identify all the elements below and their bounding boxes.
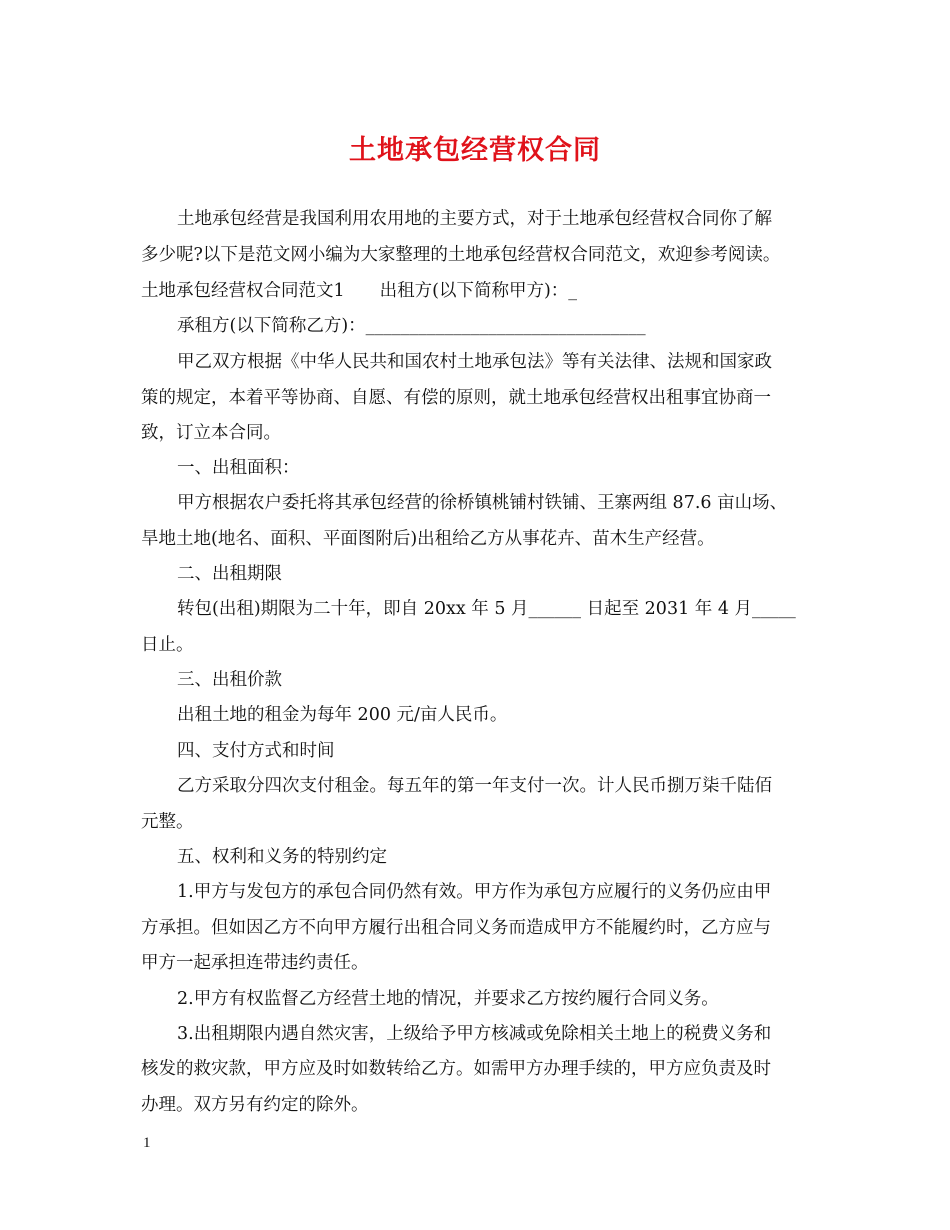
paragraph-line: 甲方根据农户委托将其承包经营的徐桥镇桃铺村铁铺、王寨两组 87.6 亩山场、 <box>177 493 788 513</box>
paragraph-line: 土地承包经营权合同范文1 出租方(以下简称甲方)：_ <box>141 281 578 301</box>
paragraph-line: 承租方(以下简称乙方)：________________________________ <box>177 316 646 336</box>
paragraph-line: 甲乙双方根据《中华人民共和国农村土地承包法》等有关法律、法规和国家政 <box>177 352 772 372</box>
section-heading: 一、出租面积： <box>177 458 300 478</box>
paragraph-line: 出租土地的租金为每年 200 元/亩人民币。 <box>177 705 508 725</box>
paragraph-line: 2.甲方有权监督乙方经营土地的情况，并要求乙方按约履行合同义务。 <box>177 989 719 1009</box>
paragraph-line: 方承担。但如因乙方不向甲方履行出租合同义务而造成甲方不能履约时，乙方应与 <box>141 918 771 938</box>
page-number: 1 <box>143 1135 151 1151</box>
paragraph-line: 3.出租期限内遇自然灾害，上级给予甲方核减或免除相关土地上的税费义务和 <box>177 1024 772 1044</box>
paragraph-line: 日止。 <box>141 635 194 655</box>
paragraph-line: 旱地土地(地名、面积、平面图附后)出租给乙方从事花卉、苗木生产经营。 <box>141 529 715 549</box>
section-heading: 四、支付方式和时间 <box>177 741 335 761</box>
paragraph-line: 甲方一起承担连带违约责任。 <box>141 953 369 973</box>
paragraph-line: 乙方采取分四次支付租金。每五年的第一年支付一次。计人民币捌万柒千陆佰 <box>177 776 772 796</box>
paragraph-line: 1.甲方与发包方的承包合同仍然有效。甲方作为承包方应履行的义务仍应由甲 <box>177 882 772 902</box>
paragraph-line: 元整。 <box>141 812 194 832</box>
paragraph-line: 转包(出租)期限为二十年，即自 20xx 年 5 月______ 日起至 2031 年 4 月_____ <box>177 599 796 619</box>
paragraph-line: 策的规定，本着平等协商、自愿、有偿的原则，就土地承包经营权出租事宜协商一 <box>141 388 771 408</box>
paragraph-line: 土地承包经营是我国利用农用地的主要方式，对于土地承包经营权合同你了解 <box>177 209 772 229</box>
section-heading: 二、出租期限 <box>177 564 282 584</box>
document-title: 土地承包经营权合同 <box>349 135 601 166</box>
section-heading: 三、出租价款 <box>177 670 282 690</box>
paragraph-line: 办理。双方另有约定的除外。 <box>141 1095 369 1115</box>
paragraph-line: 核发的救灾款，甲方应及时如数转给乙方。如需甲方办理手续的，甲方应负责及时 <box>141 1059 771 1079</box>
paragraph-line: 致，订立本合同。 <box>141 423 281 443</box>
section-heading: 五、权利和义务的特别约定 <box>177 847 387 867</box>
paragraph-line: 多少呢?以下是范文网小编为大家整理的土地承包经营权合同范文，欢迎参考阅读。 <box>141 245 781 265</box>
